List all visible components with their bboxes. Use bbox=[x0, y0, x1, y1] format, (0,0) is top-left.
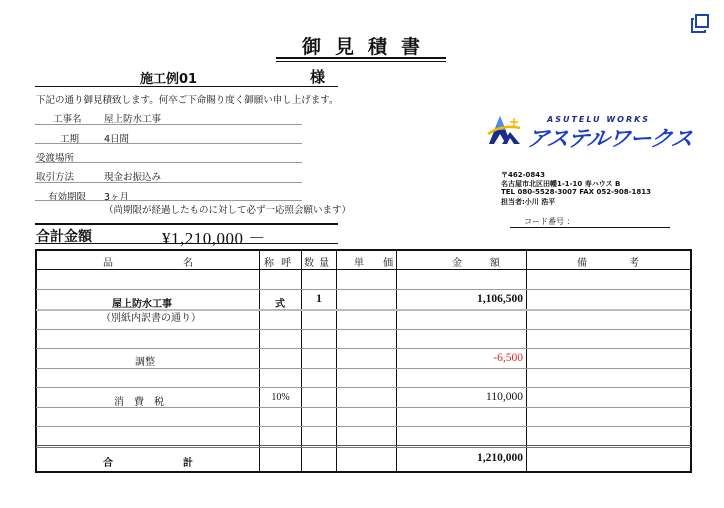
total-amount-label: 合計金額 bbox=[36, 229, 92, 245]
header-divider bbox=[36, 269, 691, 270]
row-divider bbox=[36, 348, 691, 349]
client-name: 施工例01 bbox=[140, 72, 198, 87]
col-divider bbox=[526, 249, 527, 473]
info-value-payment: 現金お振込み bbox=[104, 172, 162, 183]
company-address: 名古屋市北区田幡1-1-10 寿ハウス B bbox=[501, 180, 621, 188]
row-amount-tax: 110,000 bbox=[486, 391, 523, 403]
code-number-label: コード番号 ： bbox=[524, 217, 575, 226]
document-title: 御見積書 bbox=[301, 36, 434, 58]
header-item-1: 品 bbox=[103, 258, 113, 269]
company-logo-icon bbox=[486, 112, 526, 148]
row-unit: 式 bbox=[275, 299, 285, 310]
company-tel-fax: TEL 080-5528-3007 FAX 052-908-1813 bbox=[501, 188, 652, 196]
copy-icon[interactable] bbox=[690, 14, 710, 34]
header-amount-2: 額 bbox=[490, 258, 500, 269]
col-divider bbox=[301, 249, 302, 473]
estimate-table bbox=[35, 249, 692, 473]
code-number-underline bbox=[510, 227, 670, 228]
info-divider bbox=[35, 143, 302, 144]
info-label-delivery: 受渡場所 bbox=[36, 153, 75, 164]
row-item-note: （別紙内訳書の通り） bbox=[101, 313, 201, 324]
col-divider bbox=[259, 249, 260, 473]
info-divider bbox=[35, 182, 302, 183]
client-honorific: 様 bbox=[310, 68, 326, 86]
row-item-tax: 消 費 税 bbox=[114, 397, 164, 408]
header-item-2: 名 bbox=[183, 258, 193, 269]
header-remarks-2: 考 bbox=[629, 258, 639, 269]
validity-note: （尚期限が経過したものに対して必ず一応照会願います） bbox=[104, 205, 352, 216]
row-divider bbox=[36, 368, 691, 369]
company-contact: 担当者:小川 浩平 bbox=[501, 198, 556, 206]
footer-divider bbox=[36, 445, 691, 446]
greeting-text: 下記の通り御見積致します。何卒ご下命賜り度く御願い申し上げます。 bbox=[36, 95, 339, 106]
total-amount-value: ¥1,210,000 － bbox=[162, 229, 266, 248]
client-underline bbox=[35, 86, 338, 87]
title-underline bbox=[276, 57, 446, 59]
row-amount: 1,106,500 bbox=[477, 293, 523, 305]
footer-total-amount: 1,210,000 bbox=[477, 452, 523, 464]
info-value-project: 屋上防水工事 bbox=[104, 114, 162, 125]
header-amount-1: 金 bbox=[452, 258, 462, 269]
company-postal: 〒462-0843 bbox=[501, 171, 545, 179]
row-unit-tax: 10% bbox=[271, 392, 290, 403]
info-divider bbox=[35, 124, 302, 125]
info-label-project: 工事名 bbox=[53, 114, 82, 125]
info-divider bbox=[35, 162, 302, 163]
info-label-payment: 取引方法 bbox=[36, 172, 75, 183]
header-unit: 称 呼 bbox=[264, 258, 294, 269]
company-logo-en: ASUTELU WORKS bbox=[547, 115, 651, 124]
info-value-validity: 3ヶ月 bbox=[104, 192, 130, 203]
info-divider bbox=[35, 200, 302, 201]
header-qty: 数 量 bbox=[304, 258, 331, 269]
row-item-name: 屋上防水工事 bbox=[112, 299, 172, 310]
header-unit-price: 単 価 bbox=[354, 258, 402, 269]
info-value-period: 4日間 bbox=[104, 134, 130, 145]
row-divider bbox=[36, 329, 691, 330]
total-bottom-rule bbox=[35, 243, 338, 244]
row-item-adjustment: 調整 bbox=[135, 357, 155, 368]
row-qty: 1 bbox=[316, 293, 322, 305]
footer-divider-2 bbox=[36, 447, 691, 448]
company-logo-jp: アステルワークス bbox=[524, 127, 694, 152]
info-label-validity: 有効期限 bbox=[48, 192, 87, 203]
col-divider bbox=[336, 249, 337, 473]
title-underline-thin bbox=[276, 61, 446, 62]
row-divider bbox=[36, 289, 691, 290]
row-divider bbox=[36, 387, 691, 388]
row-divider bbox=[36, 426, 691, 427]
footer-label-1: 合 bbox=[103, 458, 113, 469]
row-amount-adjustment: -6,500 bbox=[493, 352, 523, 364]
header-remarks-1: 備 bbox=[577, 258, 587, 269]
footer-label-2: 計 bbox=[183, 458, 193, 469]
info-label-period: 工期 bbox=[60, 134, 80, 145]
